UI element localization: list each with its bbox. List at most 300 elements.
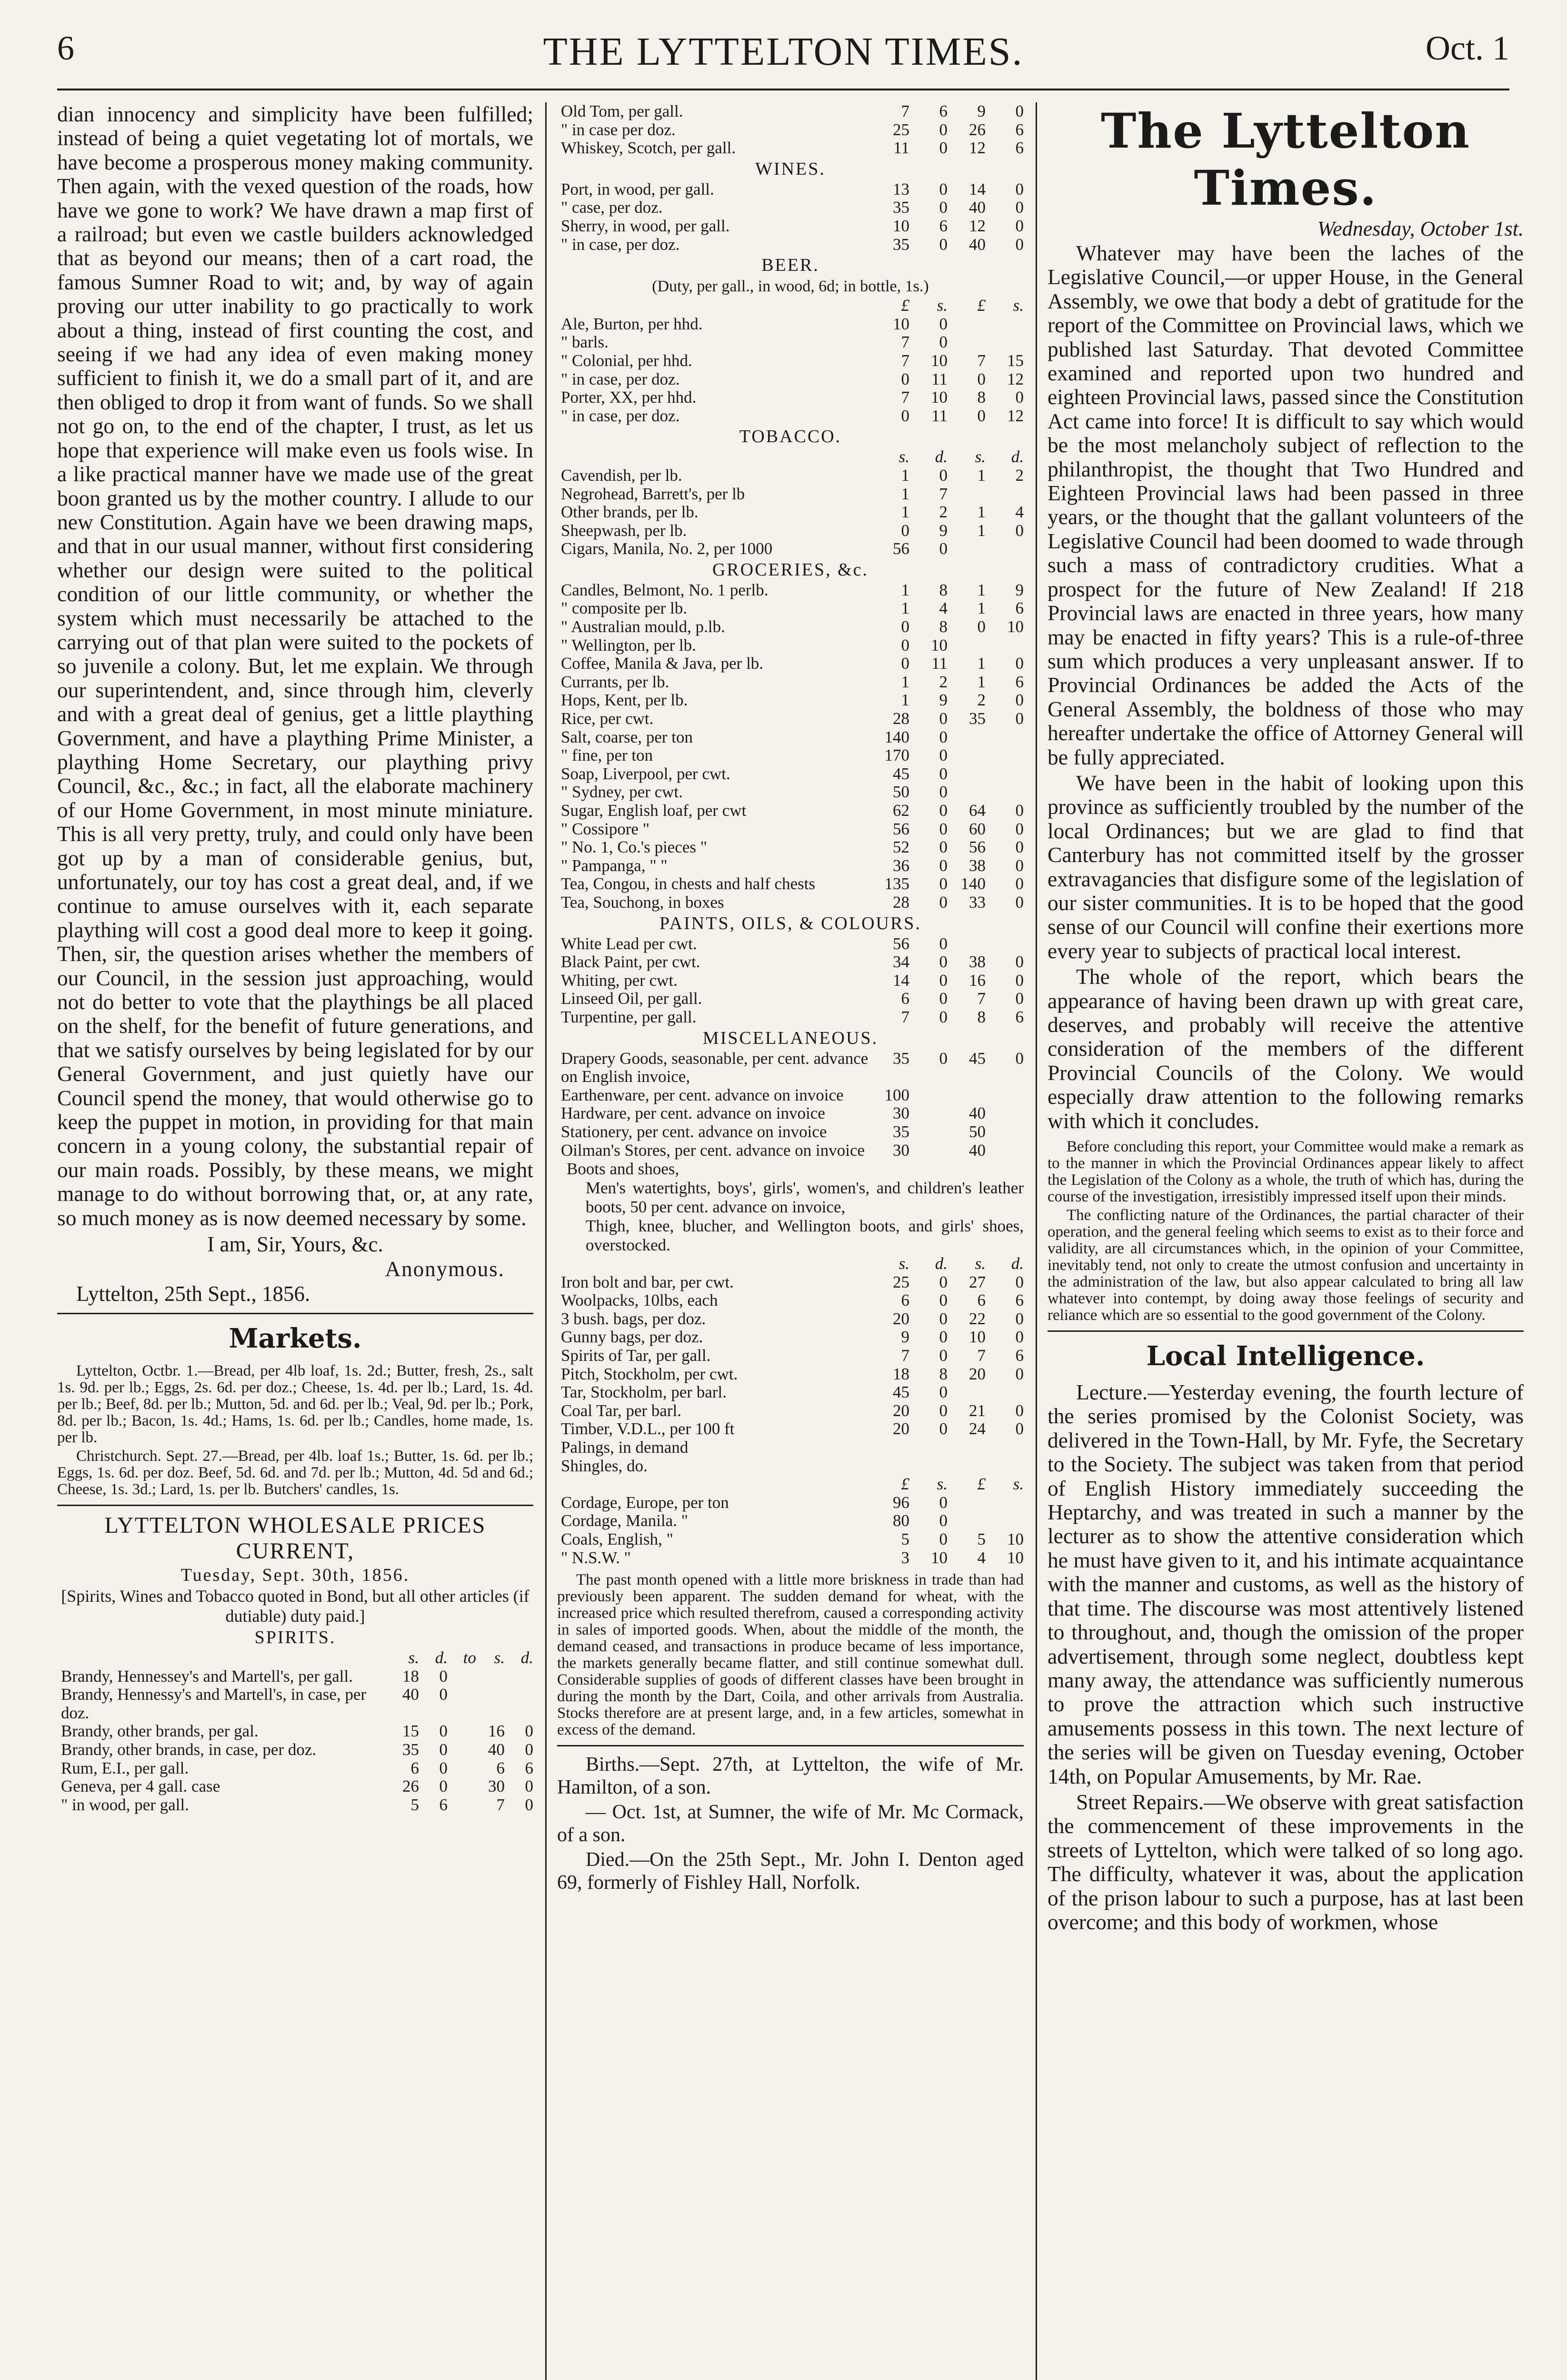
price-value: 35 <box>893 235 909 254</box>
price-value: 1 <box>977 466 986 485</box>
price-row <box>557 139 1024 158</box>
price-value: 26 <box>969 120 986 139</box>
price-value: 6 <box>1015 672 1024 691</box>
price-value: 9 <box>977 102 986 120</box>
birth-notice: — Oct. 1st, at Sumner, the wife of Mr. Mc Cormack, of a son. <box>557 1801 1024 1846</box>
price-row <box>557 875 1024 893</box>
price-row <box>557 728 1024 747</box>
price-row <box>557 654 1024 673</box>
price-value: 0 <box>1015 1419 1024 1438</box>
item-name: Brandy, other brands, in case, per doz. <box>61 1740 317 1759</box>
price-value: 0 <box>939 874 948 893</box>
price-value: 7 <box>901 1346 909 1365</box>
price-value: 10 <box>893 314 909 333</box>
price-row <box>557 1402 1024 1420</box>
price-value: 0 <box>1015 892 1024 912</box>
price-value: 0 <box>901 635 909 654</box>
price-value: 0 <box>939 1383 948 1402</box>
price-row <box>557 990 1024 1008</box>
price-value: 0 <box>1015 709 1024 728</box>
item-name: Coffee, Manila & Java, per lb. <box>561 654 764 673</box>
item-name: " Pampanga, " " <box>561 856 668 875</box>
price-value: 0 <box>1015 1364 1024 1383</box>
price-value: 0 <box>977 406 986 425</box>
price-value: 140 <box>960 874 986 893</box>
price-value: 16 <box>488 1722 505 1741</box>
local-item-street-repairs: Street Repairs.—We observe with great satisfaction the commencement of these improvements in the streets of Lyttelton, which were talked of so long ago. The difficulty, whatever it was, about the application of the prison labour to such a purpose, has at last been overcome; and this body of workmen, whose <box>1048 1789 1524 1934</box>
price-value: 7 <box>901 388 909 407</box>
price-value: 7 <box>496 1795 505 1814</box>
price-value <box>476 1686 505 1722</box>
price-value <box>505 1686 533 1722</box>
price-value: 0 <box>1015 971 1024 990</box>
column-3 <box>1048 102 1524 2380</box>
item-name: Geneva, per 4 gall. case <box>61 1777 220 1796</box>
item-name: Gunny bags, per doz. <box>561 1328 703 1347</box>
price-value <box>986 746 1024 765</box>
boots-line: Thigh, knee, blucher, and Wellington boots, and girls' shoes, overstocked. <box>586 1217 1024 1255</box>
price-value: 8 <box>977 388 986 407</box>
price-value: 0 <box>939 746 948 765</box>
price-value: 0 <box>1015 235 1024 254</box>
price-value <box>986 1104 1024 1123</box>
item-name: Tar, Stockholm, per barl. <box>561 1383 727 1402</box>
price-value <box>909 1086 948 1105</box>
price-value: 6 <box>901 1291 909 1310</box>
price-value: 20 <box>893 1401 909 1420</box>
item-name: Hops, Kent, per lb. <box>561 691 688 710</box>
price-value: 1 <box>977 599 986 618</box>
cordage-table <box>557 1475 1024 1567</box>
price-value: 0 <box>939 1419 948 1438</box>
item-name: " N.S.W. " <box>561 1548 631 1567</box>
price-value <box>948 1086 986 1105</box>
price-row <box>557 1291 1024 1310</box>
price-row <box>557 315 1024 334</box>
column-headers: s. d. s. d. <box>898 1254 1024 1273</box>
column-rule <box>1036 102 1037 2380</box>
item-name: Stationery, per cent. advance on invoice <box>561 1122 827 1141</box>
price-row <box>557 180 1024 199</box>
price-value <box>948 746 986 765</box>
divider <box>557 1745 1024 1746</box>
price-row <box>57 1667 533 1686</box>
price-value: 27 <box>969 1272 986 1291</box>
price-value: 20 <box>893 1309 909 1328</box>
item-name: Cordage, Europe, per ton <box>561 1493 729 1512</box>
item-name: " Cossipore " <box>561 819 650 838</box>
price-value: 40 <box>402 1685 419 1704</box>
item-name: Drapery Goods, seasonable, per cent. advance on English invoice, <box>561 1049 868 1086</box>
item-name: " Australian mould, p.lb. <box>561 617 725 636</box>
price-value: 10 <box>931 388 948 407</box>
price-value: 0 <box>1015 654 1024 673</box>
price-row <box>557 407 1024 426</box>
price-value: 0 <box>1015 1328 1024 1347</box>
price-value: 26 <box>402 1777 419 1796</box>
price-value <box>986 333 1024 352</box>
price-row <box>557 522 1024 540</box>
price-row <box>57 1741 533 1759</box>
masthead: THE LYTTELTON TIMES. <box>543 30 1024 74</box>
item-name: " Colonial, per hhd. <box>561 351 692 370</box>
item-name: Salt, coarse, per ton <box>561 727 693 746</box>
price-value: 8 <box>939 1364 948 1383</box>
price-row <box>557 710 1024 728</box>
price-value: 20 <box>893 1419 909 1438</box>
price-value <box>448 1722 476 1741</box>
column-headers: £ s. £ s. <box>901 1475 1024 1494</box>
price-value: 1 <box>901 691 909 710</box>
price-value: 4 <box>977 1548 986 1567</box>
editorial-paragraph: We have been in the habit of looking upon this province as sufficiently troubled by the number of the local Ordinances; but we are glad to find that Canterbury has not committed itself by the grosser extravagancies that disfigure some of the legislation of our sister communities. It is to be hoped that the good sense of our Council will confine their exertions more every year to subjects of practical local interest. <box>1048 770 1524 963</box>
issue-date: Oct. 1 <box>1426 29 1509 67</box>
price-value: 12 <box>1007 406 1024 425</box>
price-value: 0 <box>1015 198 1024 217</box>
price-value: 38 <box>969 952 986 972</box>
price-value <box>986 315 1024 334</box>
price-value: 28 <box>893 709 909 728</box>
price-row <box>557 236 1024 254</box>
item-name: " in case, per doz. <box>561 369 680 388</box>
item-name: Pitch, Stockholm, per cwt. <box>561 1364 738 1383</box>
price-value: 40 <box>969 1104 986 1123</box>
price-value: 0 <box>1015 691 1024 710</box>
item-name: " in wood, per gall. <box>61 1795 189 1814</box>
price-value: 16 <box>969 971 986 990</box>
price-value: 0 <box>525 1740 533 1759</box>
price-value: 0 <box>901 617 909 636</box>
price-value: 6 <box>939 216 948 235</box>
wholesale-note: [Spirits, Wines and Tobacco quoted in Bond, but all other articles (if dutiable) duty paid.] <box>61 1587 529 1626</box>
price-value: 33 <box>969 892 986 912</box>
price-value <box>986 765 1024 783</box>
price-value: 0 <box>939 764 948 783</box>
price-value: 6 <box>1015 139 1024 158</box>
price-value: 52 <box>893 838 909 857</box>
price-value: 22 <box>969 1309 986 1328</box>
price-value <box>986 1123 1024 1141</box>
price-value <box>986 1494 1024 1512</box>
price-value <box>986 1512 1024 1530</box>
price-row <box>557 503 1024 522</box>
price-value <box>948 636 986 655</box>
markets-heading: Markets. <box>229 1323 362 1355</box>
price-row <box>557 1008 1024 1027</box>
price-value: 0 <box>525 1722 533 1741</box>
column-1 <box>57 102 533 2380</box>
price-row <box>557 485 1024 504</box>
price-value <box>448 1741 476 1759</box>
price-value: 12 <box>969 216 986 235</box>
price-value: 6 <box>1015 1346 1024 1365</box>
price-row <box>557 1530 1024 1549</box>
price-value: 0 <box>525 1777 533 1796</box>
price-value: 0 <box>977 369 986 388</box>
price-value: 10 <box>931 635 948 654</box>
price-value: 56 <box>893 539 909 558</box>
price-value <box>986 636 1024 655</box>
price-value: 140 <box>884 727 909 746</box>
boots-heading: Boots and shoes, <box>567 1160 679 1179</box>
price-value: 56 <box>969 838 986 857</box>
price-value: 0 <box>1015 1049 1024 1068</box>
item-name: Tea, Congou, in chests and half chests <box>561 874 816 893</box>
price-value: 0 <box>939 952 948 972</box>
price-value: 0 <box>939 971 948 990</box>
price-row <box>557 1420 1024 1438</box>
price-value: 5 <box>410 1795 419 1814</box>
price-value <box>948 315 986 334</box>
price-row <box>557 1050 1024 1086</box>
item-name: " in case, per doz. <box>561 235 680 254</box>
price-value: 0 <box>939 139 948 158</box>
price-value: 5 <box>977 1530 986 1548</box>
price-value <box>448 1777 476 1796</box>
price-row <box>557 691 1024 710</box>
item-name: Cigars, Manila, No. 2, per 1000 <box>561 539 773 558</box>
price-row <box>557 1273 1024 1292</box>
item-name: Currants, per lb. <box>561 672 669 691</box>
price-value: 30 <box>893 1104 909 1123</box>
price-value: 0 <box>939 1493 948 1512</box>
item-name: Tea, Souchong, in boxes <box>561 892 724 912</box>
price-value: 18 <box>402 1666 419 1686</box>
price-row <box>557 333 1024 352</box>
price-value: 10 <box>1007 617 1024 636</box>
price-value: 7 <box>901 102 909 120</box>
tobacco-heading: TOBACCO. <box>739 426 842 447</box>
price-value: 6 <box>439 1795 448 1814</box>
price-row <box>557 599 1024 618</box>
column-rule <box>545 102 547 2380</box>
price-value: 4 <box>939 599 948 618</box>
price-value: 0 <box>1015 102 1024 120</box>
price-value: 0 <box>1015 216 1024 235</box>
price-value: 56 <box>893 934 909 953</box>
price-value: 6 <box>525 1758 533 1777</box>
editorial-paragraph: The whole of the report, which bears the appearance of having been drawn up with great care, deserves, and probably will receive the attentive consideration of the members of the different Provincial Councils of the Colony. We would especially draw attention to the following remarks with which it concludes. <box>1048 964 1524 1133</box>
price-value: 0 <box>939 333 948 352</box>
price-value <box>986 1383 1024 1402</box>
price-value: 9 <box>939 521 948 540</box>
price-value: 6 <box>939 102 948 120</box>
price-value: 7 <box>939 484 948 503</box>
item-name: Whiting, per cwt. <box>561 971 678 990</box>
price-value <box>948 728 986 747</box>
price-value: 35 <box>893 1049 909 1068</box>
item-name: White Lead per cwt. <box>561 934 697 953</box>
item-name: Hardware, per cent. advance on invoice <box>561 1104 825 1123</box>
item-name: Porter, XX, per hhd. <box>561 388 697 407</box>
misc-table <box>557 1050 1024 1160</box>
price-value: 45 <box>969 1049 986 1068</box>
price-value: 50 <box>893 783 909 802</box>
divider <box>1048 1330 1524 1332</box>
item-name: " barls. <box>561 333 609 352</box>
price-value: 40 <box>969 1140 986 1160</box>
item-name: Candles, Belmont, No. 1 perlb. <box>561 580 769 599</box>
price-value: 0 <box>939 1272 948 1291</box>
price-value <box>448 1759 476 1778</box>
tobacco-table <box>557 448 1024 558</box>
price-value: 0 <box>939 120 948 139</box>
price-row <box>557 1141 1024 1160</box>
price-value <box>986 485 1024 504</box>
price-value: 1 <box>977 580 986 599</box>
price-value: 0 <box>1015 952 1024 972</box>
price-row <box>557 1383 1024 1402</box>
item-name: Cordage, Manila. " <box>561 1511 688 1530</box>
price-value: 0 <box>939 856 948 875</box>
item-name: Old Tom, per gall. <box>561 102 683 120</box>
price-value: 0 <box>939 838 948 857</box>
item-name: Palings, in demand <box>561 1438 689 1457</box>
item-name: Timber, V.D.L., per 100 ft <box>561 1419 735 1438</box>
price-value: 14 <box>893 971 909 990</box>
price-row <box>557 935 1024 953</box>
price-row <box>557 1365 1024 1384</box>
price-value: 0 <box>939 1309 948 1328</box>
price-value: 0 <box>939 1401 948 1420</box>
price-row <box>557 953 1024 972</box>
local-intelligence-heading: Local Intelligence. <box>1146 1340 1425 1372</box>
price-value: 0 <box>1015 856 1024 875</box>
price-value: 0 <box>901 654 909 673</box>
markets-lyttelton: Lyttelton, Octbr. 1.—Bread, per 4lb loaf, 1s. 2d.; Butter, fresh, 2s., salt 1s. 9d. per lb.; Eggs, 2s. 6d. per doz.; Cheese, 1s. 4d. per lb.; Lard, 1s. 4d. per lb.; Beef, 8d. per lb.; Mutton, 5d. and 6d. per lb.; Veal, 9d. per lb.; Pork, 8d. per lb.; Bacon, 1s. 4d.; Hams, 1s. 6d. per lb.; Candles, home made, 1s. per lb. <box>57 1362 533 1447</box>
price-row <box>557 765 1024 783</box>
price-value: 10 <box>969 1328 986 1347</box>
price-value: 7 <box>901 1007 909 1026</box>
price-value: 0 <box>1015 521 1024 540</box>
price-value: 7 <box>977 989 986 1008</box>
price-value: 0 <box>977 617 986 636</box>
price-value: 0 <box>939 314 948 333</box>
price-value <box>871 1457 909 1476</box>
price-value: 9 <box>901 1328 909 1347</box>
market-report: The past month opened with a little more briskness in trade than had previously been apparent. The sudden demand for wheat, with the increased price which resulted therefrom, caused a corresponding activity in sales of imported goods. When, about the middle of the month, the demand ceased, and transactions in produce became of less importance, the markets generally became flatter, and still continue somewhat dull. Considerable supplies of goods of different classes have been brought in during the month by the Dart, Coila, and other arrivals from Australia. Stocks therefore are at present large, and, in a few articles, somewhat in excess of the demand. <box>557 1571 1024 1739</box>
price-value: 0 <box>939 1007 948 1026</box>
price-row <box>557 1512 1024 1530</box>
report-quote: Before concluding this report, your Committee would make a remark as to the manner in which the Provincial Ordinances appear likely to affect the Legislation of the Colony as a whole, the truth of which has, during the course of the investigation, irresistibly impressed itself upon their minds. <box>1048 1138 1524 1206</box>
paints-table <box>557 935 1024 1027</box>
price-value: 6 <box>901 989 909 1008</box>
price-value <box>948 540 986 558</box>
item-name: " Wellington, per lb. <box>561 635 696 654</box>
price-row <box>557 636 1024 655</box>
item-name: Shingles, do. <box>561 1456 648 1475</box>
price-value: 9 <box>939 691 948 710</box>
item-name: Sheepwash, per lb. <box>561 521 687 540</box>
price-value: 1 <box>977 503 986 522</box>
letter-place-date: Lyttelton, 25th Sept., 1856. <box>76 1282 310 1306</box>
price-row <box>57 1759 533 1778</box>
price-value: 18 <box>893 1364 909 1383</box>
price-value: 25 <box>893 1272 909 1291</box>
wines-table <box>557 180 1024 254</box>
letter-signature: Anonymous. <box>385 1257 505 1281</box>
price-value: 60 <box>969 819 986 838</box>
price-value: 35 <box>969 709 986 728</box>
price-value: 9 <box>1015 580 1024 599</box>
price-value: 0 <box>901 521 909 540</box>
price-row <box>557 1086 1024 1105</box>
price-value: 15 <box>1007 351 1024 370</box>
price-value <box>948 1457 986 1476</box>
wholesale-title: LYTTELTON WHOLESALE PRICES CURRENT, <box>104 1513 486 1564</box>
price-row <box>57 1722 533 1741</box>
editorial-paragraph: Whatever may have been the laches of the Legislative Council,—or upper House, in the General Assembly, we owe that body a debt of gratitude for the report of the Committee on Provincial laws, which we published last Saturday. That devoted Committee examined and reported upon two hundred and eighteen Provincial laws, passed since the Constitution Act came into force! It is difficult to say which would be the most melancholy subject of reflection to the philanthropist, the thought that Two Hundred and Eighteen Provincial laws had been passed in three years, or the thought that the gallant volunteers of the Legislative Council had been doomed to wade through such a mass of contradictory crudities. What a prospect for the future of New Zealand! If 218 Provincial laws are enacted in three years, how many may be enacted in fifty years? This is a rule-of-three sum which produces a very unpleasant answer. If to Provincial Ordinances be added the Acts of the General Assembly, the boldness of those who may hereafter undertake the office of Attorney General will be fully appreciated. <box>1048 241 1524 769</box>
price-value: 8 <box>939 617 948 636</box>
price-value: 0 <box>939 783 948 802</box>
item-name: " fine, per ton <box>561 746 653 765</box>
item-name: Oilman's Stores, per cent. advance on invoice <box>561 1140 865 1160</box>
price-value: 38 <box>969 856 986 875</box>
price-value: 0 <box>939 1049 948 1068</box>
paints-heading: PAINTS, OILS, & COLOURS. <box>659 913 921 933</box>
iron-table <box>557 1255 1024 1475</box>
item-name: " No. 1, Co.'s pieces " <box>561 838 708 857</box>
item-name: Coal Tar, per barl. <box>561 1401 682 1420</box>
price-value: 14 <box>969 179 986 198</box>
item-name: Cavendish, per lb. <box>561 466 682 485</box>
price-value: 0 <box>1015 819 1024 838</box>
price-value <box>871 1438 909 1457</box>
price-value: 7 <box>977 1346 986 1365</box>
editorial-title: The Lyttelton Times. <box>1101 103 1470 216</box>
price-row <box>557 1310 1024 1329</box>
price-value: 135 <box>884 874 909 893</box>
price-value: 12 <box>969 139 986 158</box>
price-value <box>948 1512 986 1530</box>
price-value: 0 <box>1015 179 1024 198</box>
price-value: 80 <box>893 1511 909 1530</box>
column-headers: s. d. s. d. <box>898 447 1024 466</box>
price-value: 5 <box>901 1530 909 1548</box>
price-value: 1 <box>901 672 909 691</box>
item-name: Soap, Liverpool, per cwt. <box>561 764 730 783</box>
spirits-cont-table <box>557 102 1024 158</box>
letter-body: dian innocency and simplicity have been fulfilled; instead of being a quiet vegetating lot of mortals, we have become a prosperous money making community. Then again, with the vexed question of the roads, how have we gone to work? We have drawn a map first of a railroad; but even we castle builders acknowledged that as beyond our means; then of a cart road, the famous Sumner Road to wit; and, by way of again proving our utter inability to go practically to work about a thing, instead of first counting the cost, and seeing if we had any idea of even making money sufficient to finish it, we do a small part of it, and are then obliged to drop it from want of funds. So we shall not go on, to the end of the chapter, I trust, as let us hope that experience will make even us fools wise. In a like practical manner have we made use of the great boon granted us by the mother country. I allude to our new Constitution. Again have we been drawing maps, and that in our usual manner, without first considering whether our design were suited to the political condition of our little community, or whether the system which must necessarily be attached to the carrying out of that plan were suited to the pockets of so juvenile a colony. But, let me explain. We through our superintendent, and, since through him, cleverly and with a great deal of genius, get a little plaything Government, and have a plaything Prime Minister, a plaything Home Secretary, our plaything privy Council, &c., &c.; in fact, all the elaborate machinery of our Home Government, in most minute miniature. This is all very pretty, truly, and could only have been got up by a man of considerable genius, but, unfortunately, our toy has cost a great deal, and, if we continue to amuse ourselves with it, each separate plaything will cost a good deal more to keep it going. Then, sir, the question arises whether the members of our Council, in the session just approaching, would not do better to vote that the playthings be all placed on the shelf, for the benefit of future generations, and that we satisfy ourselves by being legislated for by our General Government, and just quietly have our Council spend the money, that would otherwise go to keep the puppet in motion, in providing for that main concern in a young colony, the substantial repair of our main roads. Possibly, by these means, we might manage to do without borrowing that, or, at any rate, so much money as is now deemed necessary by some. <box>57 102 533 1230</box>
price-value: 6 <box>1015 120 1024 139</box>
item-name: Port, in wood, per gall. <box>561 179 714 198</box>
price-value: 7 <box>901 351 909 370</box>
item-name: Whiskey, Scotch, per gall. <box>561 139 736 158</box>
price-value: 15 <box>402 1722 419 1741</box>
price-value: 6 <box>1015 1291 1024 1310</box>
price-row <box>557 1549 1024 1567</box>
price-value: 0 <box>901 406 909 425</box>
price-row <box>557 1438 1024 1457</box>
price-value: 11 <box>931 406 948 425</box>
price-value <box>448 1796 476 1815</box>
price-value: 45 <box>893 1383 909 1402</box>
price-value: 62 <box>893 801 909 820</box>
price-row <box>57 1777 533 1796</box>
price-value: 2 <box>977 691 986 710</box>
price-value: 0 <box>939 1511 948 1530</box>
price-value: 0 <box>939 934 948 953</box>
price-value: 28 <box>893 892 909 912</box>
price-value: 35 <box>402 1740 419 1759</box>
price-value <box>986 1141 1024 1160</box>
item-name: Linseed Oil, per gall. <box>561 989 702 1008</box>
item-name: Woolpacks, 10lbs, each <box>561 1291 718 1310</box>
price-row <box>557 673 1024 692</box>
price-value: 0 <box>439 1777 448 1796</box>
divider <box>57 1505 533 1506</box>
price-value <box>986 1086 1024 1105</box>
